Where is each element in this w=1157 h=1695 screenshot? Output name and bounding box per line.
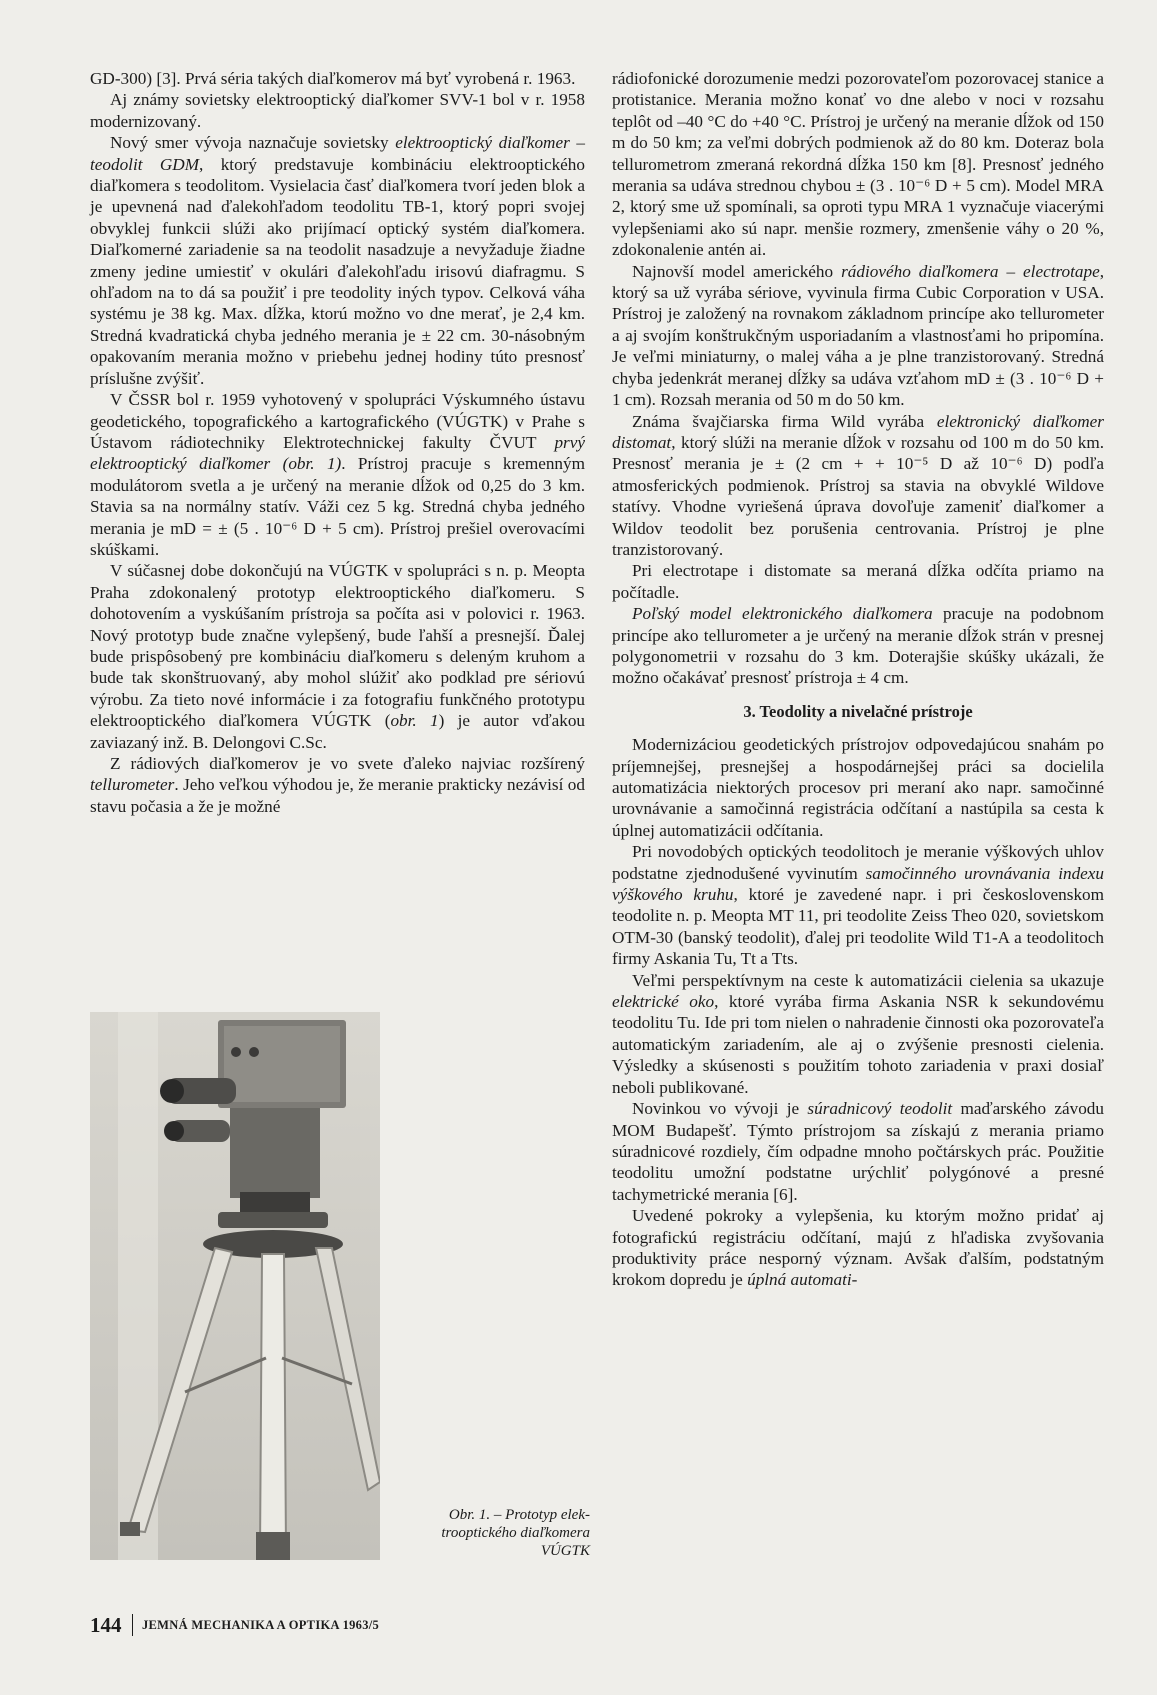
text-run: Uvedené pokroky a vylepšenia, ku ktorým možno pridať aj fotografickú registráciu odčítaní, majú z hľadiska zvyšovania produktivity práce nesporný význam. Avšak ďalším, podstatným krokom dopredu je: [612, 1206, 1104, 1290]
text-run: Veľmi perspektívnym na ceste k automatizácii cielenia sa ukazuje: [632, 970, 1104, 990]
emphasis-text: Poľský model elektronického diaľkomera: [632, 604, 933, 624]
paragraph: [90, 132, 585, 389]
paragraph: [90, 389, 585, 560]
text-run: Z rádiových diaľkomerov je vo svete ďaleko najviac rozšírený: [110, 754, 585, 773]
emphasis-text: elektrické oko: [612, 992, 715, 1012]
journal-title: JEMNÁ MECHANIKA A OPTIKA 1963/5: [142, 1617, 380, 1632]
caption-line: VÚGTK: [540, 1543, 590, 1559]
left-column: [90, 68, 585, 817]
figure-caption: [400, 1506, 590, 1560]
text-run: . Prístroj pracuje s kremenným modulátorom svetla a je určený na meranie dĺžok od 0,25 do 3 km. Stavia sa na normálny statív. Váži cez 5 kg. Stredná chyba jedného merania je mD = ± (5 . 10⁻⁶ D + 5 cm). Prístroj prešiel overovacími skúškami.: [90, 454, 585, 559]
paragraph: [612, 841, 1104, 969]
text-run: Pri novodobých optických teodolitoch je meranie výškových uhlov podstatne zjednodušené vyvinutím: [612, 842, 1104, 883]
paragraph: Modernizáciou geodetických prístrojov odpovedajúcou snahám po príjemnejšej, presnejšej a hospodárnejšej práci sa docielila automatizácia niektorých procesov pri meraní ako napr. samočinné urovnávanie a samočinná registrácia odčítaní a nastúpila sa cesta k úplnej automatizácii odčítania.: [612, 735, 1104, 840]
text-run: ) je autor vďakou zaviazaný inž. B. Delongovi C.Sc.: [90, 711, 586, 752]
text-run: Známa švajčiarska firma Wild vyrába: [632, 411, 937, 431]
prototype-photo-illustration: [90, 1012, 380, 1560]
emphasis-text: tellurometer: [90, 775, 175, 795]
paragraph: [612, 1205, 1104, 1291]
emphasis-text: obr. 1: [390, 711, 439, 731]
text-run: , ktoré vyrába firma Askania NSR k sekundovému teodolitu Tu. Ide pri tom nielen o nahradenie činnosti oka pozorovateľa automatickým zariadením, ale aj o zvýšenie presnosti cielenia. Výsledky a skúsenosti s použitím tohoto zariadenia v praxi dosiaľ neboli publikované.: [612, 992, 1104, 1097]
text-run: V ČSSR bol r. 1959 vyhotovený v spolupráci Výskumného ústavu geodetického, topografického a kartografického (VÚGTK) v Prahe s Ústavom rádiotechniky Elektrotechnickej fakulty ČVUT: [90, 390, 585, 452]
paragraph: [90, 560, 585, 753]
emphasis-text: rádiového diaľkomera – electrotape: [841, 261, 1100, 281]
emphasis-text: prvý elektrooptický diaľkomer (obr. 1): [90, 432, 585, 474]
section-heading: 3. Teodolity a nivelačné prístroje: [743, 701, 973, 721]
emphasis-text: úplná automati-: [747, 1270, 858, 1290]
text-run: Novinkou vo vývoji je: [632, 1099, 808, 1119]
caption-line: Obr. 1. – Prototyp elek-: [448, 1507, 590, 1523]
paragraph: [612, 970, 1104, 1098]
text-run: , ktorý slúži na meranie dĺžok v rozsahu od 100 m do 50 km. Presnosť merania je ± (2 cm + + 10⁻⁵ D až 10⁻⁶ D) podľa atmosferických podmienok. Prístroj sa stavia na obvyklé Wildove statívy. Vhodne vyriešená úprava dovoľuje zameniť diaľkomer a Wildov teodolit bez porušenia centrovania. Prístroj je plne tranzistorovaný.: [612, 432, 1104, 559]
figure-1: [90, 1012, 590, 1572]
page-number: 144: [90, 1612, 122, 1637]
text-run: , ktoré je zavedené napr. i pri československom teodolite n. p. Meopta MT 11, pri teodolite Zeiss Theo 020, sovietskom OTM-30 (banský teodolit), ďalej pri teodolite Wild T1-A a teodolitoch firmy Askania Tu, Tt a Tts.: [612, 885, 1105, 969]
prototype-photo: [90, 1012, 380, 1560]
text-run: maďarského závodu MOM Budapešť. Týmto prístrojom sa získajú z merania priamo súradnicové rozdiely, čím odpadne mnoho počtárskych prác. Použitie teodolitu umožní podstatne urýchliť polygónové a presné tachymetrické merania [6].: [612, 1099, 1104, 1204]
emphasis-text: elektrooptický diaľkomer – teodolit GDM: [90, 133, 586, 174]
text-run: V súčasnej dobe dokončujú na VÚGTK v spolupráci s n. p. Meopta Praha zdokonalený prototyp elektrooptického diaľkomeru. S dohotovením a vyskúšaním prístroja sa počíta asi v polovici r. 1963. Nový prototyp bude značne vylepšený, bude ľahší a presnejší. Ďalej bude prispôsobený pre kombináciu diaľkomeru s deleným kruhom a bude tak skonštruovaný, aby mohol slúžiť ako podklad pre sériovú výrobu. Za tieto nové informácie i za fotografiu funkčného prototypu elektrooptického diaľkomera VÚGTK (: [90, 561, 585, 731]
emphasis-text: samočinného urovnávania indexu výškového kruhu: [612, 863, 1105, 905]
text-run: , ktorý predstavuje kombináciu elektrooptického diaľkomera s teodolitom. Vysielacia časť diaľkomera tvorí jeden blok a je upevnená nad ďalekohľadom teodolitu TB-1, ktorý popri svojej obvyklej funkcii slúži ako prijímací optický systém diaľkomera. Diaľkomerné zariadenie sa na teodolit nasadzuje a nevyžaduje žiadne zmeny jedine umiestiť v okulári ďalekohľadu irisovú diafragmu. S ohľadom na to dá sa použiť i pre teodolity iných typov. Celková váha systému je 38 kg. Max. dĺžka, ktorú možno vo dne merať, je 2,4 km. Stredná kvadratická chyba jedného merania je ± 22 cm. 30-násobným opakovaním merania možno v priebehu jednej hodiny túto presnosť príslušne zvýšiť.: [90, 154, 585, 388]
text-run: Najnovší model amerického: [632, 261, 842, 281]
paragraph: [612, 603, 1104, 689]
paragraph: Pri electrotape i distomate sa meraná dĺžka odčíta priamo na počítadle.: [612, 561, 1104, 602]
right-column: [612, 68, 1104, 1291]
paragraph: rádiofonické dorozumenie medzi pozorovateľom pozorovacej stanice a protistanice. Merania možno konať vo dne alebo v noci v rozsahu teplôt od –40 °C do +40 °C. Prístroj je určený na meranie dĺžok od 150 m do 50 km; za veľmi dobrých podmienok až do 80 km. Doteraz bola tellurometrom zmeraná rekordná dĺžka 150 km [8]. Presnosť jedného merania sa udáva strednou chybou ± (3 . 10⁻⁶ D + 5 cm). Model MRA 2, ktorý sme už spomínali, sa oproti typu MRA 1 vyznačuje viacerými vylepšeniami ako sú napr. menšie rozmery, zmenšenie váhy o 20 %, zdokonalenie antén ai.: [612, 69, 1104, 260]
text-run: Nový smer vývoja naznačuje sovietsky: [110, 133, 396, 153]
text-run: . Jeho veľkou výhodou je, že meranie prakticky nezávisí od stavu počasia a že je možné: [90, 775, 585, 816]
text-run: pracuje na podobnom princípe ako tellurometer a je určený na meranie dĺžok strán v presnej polygonometrii v rozsahu do 3 km. Doterajšie skúšky ukázali, že možno očakávať presnosť prístroja ± 4 cm.: [612, 604, 1104, 688]
paragraph: [90, 753, 585, 817]
paragraph: [612, 1098, 1104, 1205]
footer-divider: [132, 1614, 134, 1636]
paragraph: [612, 411, 1104, 561]
emphasis-text: elektronický diaľkomer distomat: [612, 411, 1104, 452]
page-footer: [90, 1610, 690, 1640]
paragraph: GD-300) [3]. Prvá séria takých diaľkomerov má byť vyrobená r. 1963.: [90, 69, 576, 88]
paragraph: [612, 261, 1104, 411]
paragraph: Aj známy sovietsky elektrooptický diaľkomer SVV-1 bol v r. 1958 modernizovaný.: [90, 90, 585, 131]
caption-line: trooptického diaľkomera: [441, 1525, 590, 1541]
text-run: , ktorý sa už vyrába sériove, vyvinula firma Cubic Corporation v USA. Prístroj je založený na rovnakom základnom princípe ako tellurometer a aj svojím konštrukčným usporiadaním a vlastnosťami ho pripomína. Je veľmi miniaturny, o malej váha a je plne tranzistorovaný. Stredná chyba jedenkrát meranej dĺžky sa udáva vzťahom mD ± (3 . 10⁻⁶ D + 1 cm). Rozsah merania od 50 m do 50 km.: [612, 261, 1105, 410]
emphasis-text: súradnicový teodolit: [807, 1099, 953, 1119]
